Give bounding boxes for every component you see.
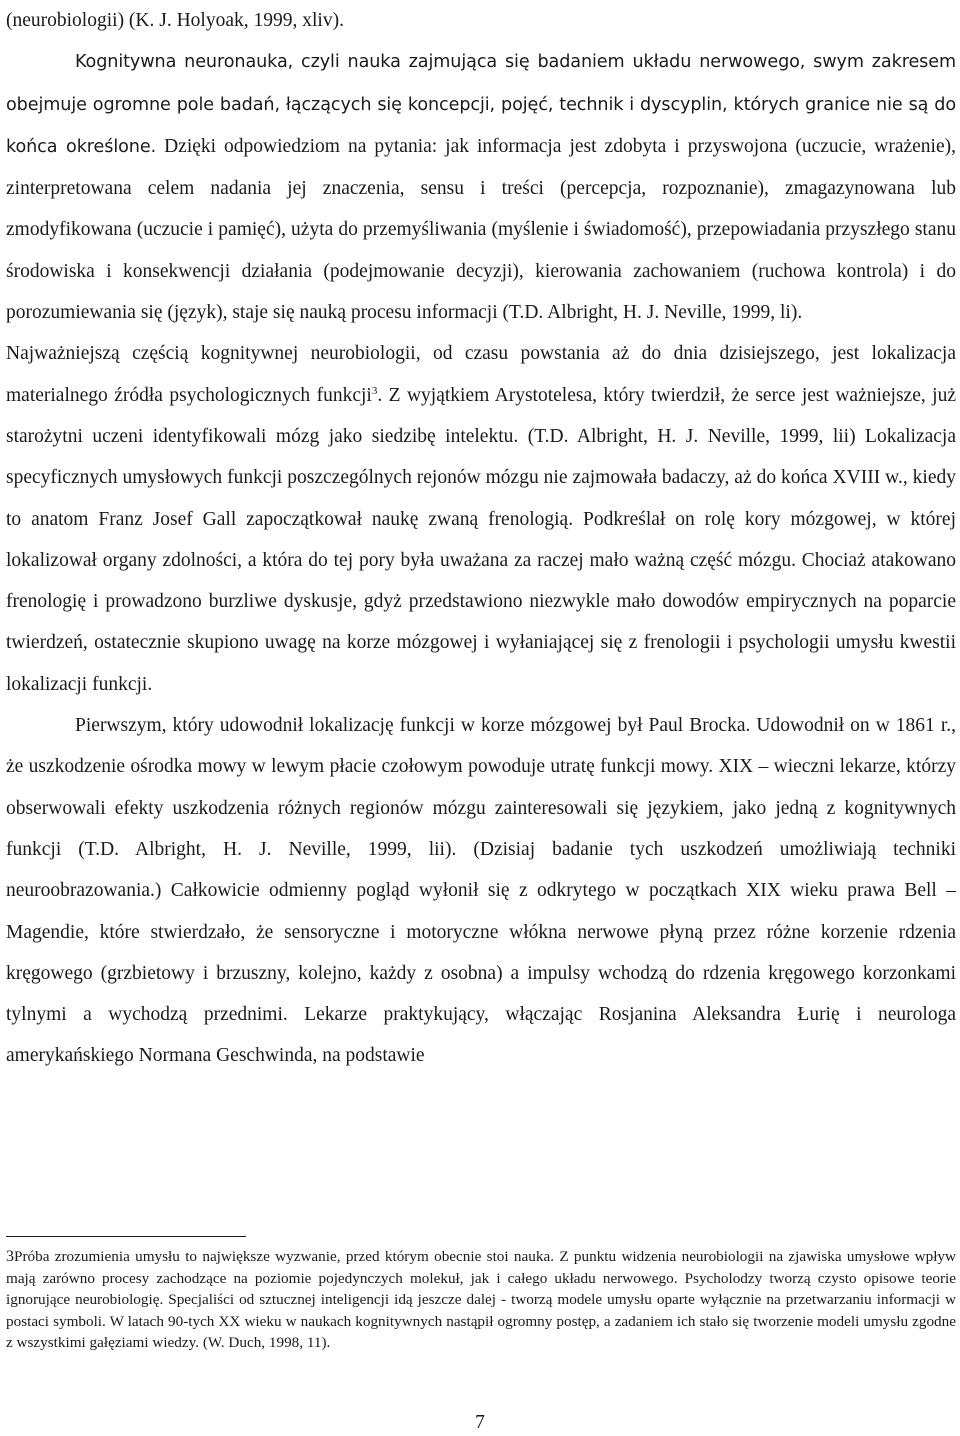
footnote-text: Próba zrozumienia umysłu to największe wyzwanie, przed którym obecnie stoi nauka. Z punktu widzenia neurobiologii na zjawiska umysłowe wpływ mają zarówno procesy zachodzące na poziomie pojedynczych molekuł, jak i całego układu nerwowego. Psycholodzy tworzą czysto opisowe teorie ignorujące neurobiologię. Specjaliści od sztucznej inteligencji idą jeszcze dalej - tworzą modele umysłu oparte wyłącznie na przetwarzaniu informacji w postaci symboli. W latach 90-tych XX wieku w naukach kognitywnych nastąpił ogromny postęp, a zadaniem ich stało się tworzenie modeli umysłu zgodne z wszystkimi gałęziami wiedzy. (W. Duch, 1998, 11). <box>6 1248 956 1352</box>
paragraph-paul-brocka: Pierwszym, który udowodnił lokalizację funkcji w korze mózgowej był Paul Brocka. Udowodnił on w 1861 r., że uszkodzenie ośrodka mowy w lewym płacie czołowym powoduje utratę funkcji mowy. XIX – wieczni lekarze, którzy obserwowali efekty uszkodzenia różnych regionów mózgu zainteresowali się językiem, jako jedną z kognitywnych funkcji (T.D. Albright, H. J. Neville, 1999, lii). (Dzisiaj badanie tych uszkodzeń umożliwiają techniki neuroobrazowania.) Całkowicie odmienny pogląd wyłonił się z odkrytego w początkach XIX wieku prawa Bell – Magendie, które stwierdzało, że sensoryczne i motoryczne włókna nerwowe płyną przez różne korzenie rdzenia kręgowego (grzbietowy i brzuszny, kolejno, każdy z osobna) a impulsy wchodzą do rdzenia kręgowego korzonkami tylnymi a wychodzą przednimi. Lekarze praktykujący, włączając Rosjanina Aleksandra Łurię i neurologa amerykańskiego Normana Geschwinda, na podstawie <box>6 715 956 1067</box>
paragraph-text-part-a: Najważniejszą częścią kognitywnej neurobiologii, od czasu powstania aż do dnia dzisiejszego, jest lokalizacja materialnego źródła psychologicznych funkcji <box>6 343 956 406</box>
paragraph-text-part-b: . Z wyjątkiem Arystotelesa, który twierdził, że serce jest ważniejsze, już starożytni uczeni identyfikowali mózg jako siedzibę intelektu. (T.D. Albright, H. J. Neville, 1999, lii) Lokalizacja specyficznych umysłowych funkcji poszczególnych rejonów mózgu nie zajmowała badaczy, aż do końca XVIII w., kiedy to anatom Franz Josef Gall zapoczątkował naukę zwaną frenologią. Podkreślał on rolę kory mózgowej, w której lokalizował organy zdolności, a która do tej pory była uważana za raczej mało ważną część mózgu. Chociaż atakowano frenologię i prowadzono burzliwe dyskusje, gdyż przedstawiono niezwykle mało dowodów empirycznych na poparcie twierdzeń, ostatecznie skupiono uwagę na korze mózgowej i wyłaniającej się z frenologii i psychologii umysłu kwestii lokalizacji funkcji. <box>6 384 956 695</box>
page-number: 7 <box>475 1412 485 1433</box>
paragraph-lokalizacja <box>6 333 956 705</box>
footnote <box>6 1246 956 1354</box>
paragraph-citation-line: (neurobiologii) (K. J. Holyoak, 1999, xliv). <box>6 10 344 31</box>
body-text <box>6 0 956 1077</box>
footnote-reference: 3 <box>371 384 378 397</box>
paragraph-serif-segment: Dzięki odpowiedziom na pytania: jak informacja jest zdobyta i przyswojona (uczucie, wrażenie), zinterpretowana celem nadania jej znaczenia, sensu i treści (percepcja, rozpoznanie), zmagazynowana lub zmodyfikowana (uczucie i pamięć), użyta do przemyśliwania (myślenie i świadomość), przepowiadania przyszłego stanu środowiska i konsekwencji działania (podejmowanie decyzji), kierowania zachowaniem (ruchowa kontrola) i do porozumiewania się (język), staje się nauką procesu informacji (T.D. Albright, H. J. Neville, 1999, li). <box>6 135 956 324</box>
footnote-separator <box>6 1236 246 1237</box>
footnote-number: 3 <box>6 1248 14 1265</box>
paragraph-sans-segment: Kognitywna neuronauka, czyli nauka zajmująca się badaniem układu nerwowego, swym zakresem obejmuje ogromne pole badań, łączących się koncepcji, pojęć, technik i dyscyplin, których granice nie są do końca określone. <box>6 52 956 157</box>
paragraph-kognitywna-neuronauka <box>6 41 956 333</box>
